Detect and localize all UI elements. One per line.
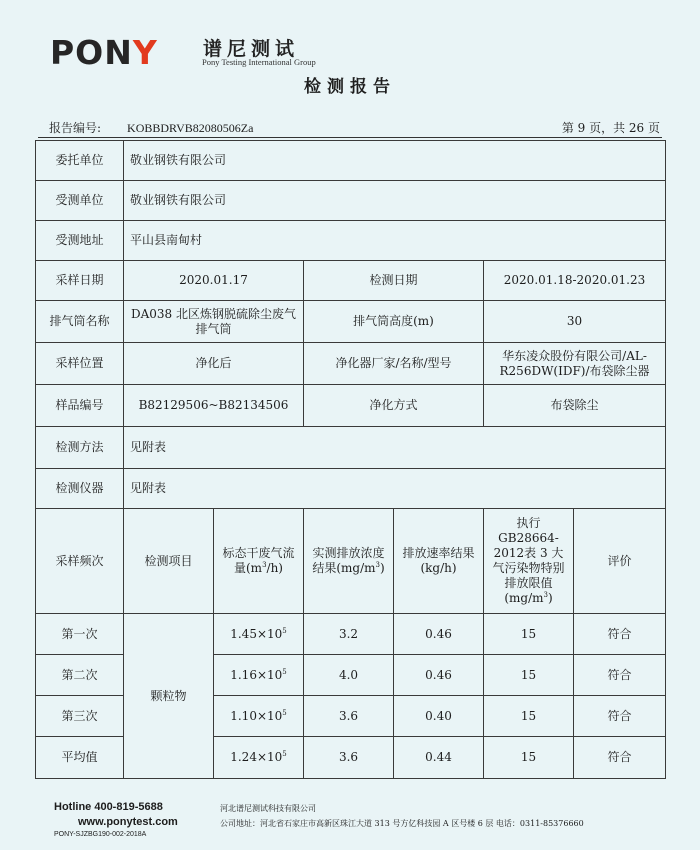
concentration-cell: 3.2 bbox=[304, 614, 394, 655]
hotline: Hotline 400-819-5688 bbox=[54, 801, 163, 813]
concentration-cell: 3.6 bbox=[304, 696, 394, 737]
frequency-cell: 第一次 bbox=[36, 614, 124, 655]
row-tested bbox=[36, 181, 666, 221]
document-title: 检测报告 bbox=[304, 77, 396, 97]
frequency-cell: 平均值 bbox=[36, 737, 124, 779]
flow-cell: $1.45\times 10^5$ bbox=[214, 614, 304, 655]
test-date-label: 检测日期 bbox=[304, 261, 484, 301]
report-table bbox=[35, 140, 666, 779]
rate-cell: 0.46 bbox=[394, 614, 484, 655]
col-frequency: 采样频次 bbox=[36, 509, 124, 614]
standard-cell: 15 bbox=[484, 655, 574, 696]
col-evaluation: 评价 bbox=[574, 509, 666, 614]
header-rule bbox=[38, 137, 662, 138]
frequency-cell: 第二次 bbox=[36, 655, 124, 696]
stack-name-label: 排气筒名称 bbox=[36, 301, 124, 343]
form-code: PONY-SJZBG190-002-2018A bbox=[54, 831, 147, 838]
concentration-cell: 4.0 bbox=[304, 655, 394, 696]
evaluation-cell: 符合 bbox=[574, 614, 666, 655]
address-label: 受测地址 bbox=[36, 221, 124, 261]
row-client bbox=[36, 141, 666, 181]
results-header-row bbox=[36, 509, 666, 614]
purifier-value: 华东凌众股份有限公司/AL-R256DW(IDF)/布袋除尘器 bbox=[484, 343, 666, 385]
instrument-label: 检测仪器 bbox=[36, 469, 124, 509]
standard-cell: 15 bbox=[484, 737, 574, 779]
report-number: 报告编号: KOBBDRVB82080506Za bbox=[49, 121, 254, 135]
purifier-label: 净化器厂家/名称/型号 bbox=[304, 343, 484, 385]
sample-number-value: B82129506~B82134506 bbox=[124, 385, 304, 427]
logo-text: PONY bbox=[50, 33, 158, 72]
rate-cell: 0.44 bbox=[394, 737, 484, 779]
row-sampling-position bbox=[36, 343, 666, 385]
website-link[interactable]: www.ponytest.com bbox=[78, 816, 178, 828]
company-name: 河北谱尼测试科技有限公司 bbox=[220, 804, 316, 813]
sampling-date-value: 2020.01.17 bbox=[124, 261, 304, 301]
purify-method-value: 布袋除尘 bbox=[484, 385, 666, 427]
client-label: 委托单位 bbox=[36, 141, 124, 181]
sample-number-label: 样品编号 bbox=[36, 385, 124, 427]
evaluation-cell: 符合 bbox=[574, 696, 666, 737]
evaluation-cell: 符合 bbox=[574, 655, 666, 696]
row-sample-number bbox=[36, 385, 666, 427]
row-instrument bbox=[36, 469, 666, 509]
col-flow: 标态干废气流量$(m^3/h)$ bbox=[214, 509, 304, 614]
pony-logo bbox=[50, 33, 158, 72]
brand-name-en: Pony Testing International Group bbox=[202, 57, 316, 67]
col-standard: 执行GB28664-2012表 3 大气污染物特别排放限值$(mg/m^3)$ bbox=[484, 509, 574, 614]
company-address: 公司地址：河北省石家庄市高新区珠江大道 313 号方亿科技园 A 区号楼 6 层 电话：0311-85376660 bbox=[220, 819, 584, 828]
flow-cell: $1.10\times 10^5$ bbox=[214, 696, 304, 737]
row-dates bbox=[36, 261, 666, 301]
frequency-cell: 第三次 bbox=[36, 696, 124, 737]
tested-label: 受测单位 bbox=[36, 181, 124, 221]
address-value: 平山县南甸村 bbox=[124, 221, 666, 261]
standard-cell: 15 bbox=[484, 696, 574, 737]
method-value: 见附表 bbox=[124, 427, 666, 469]
purify-method-label: 净化方式 bbox=[304, 385, 484, 427]
row-stack bbox=[36, 301, 666, 343]
page-info: 第 9 页，共 26 页 bbox=[561, 121, 660, 135]
evaluation-cell: 符合 bbox=[574, 737, 666, 779]
sampling-date-label: 采样日期 bbox=[36, 261, 124, 301]
method-label: 检测方法 bbox=[36, 427, 124, 469]
rate-cell: 0.40 bbox=[394, 696, 484, 737]
test-date-value: 2020.01.18-2020.01.23 bbox=[484, 261, 666, 301]
flow-cell: $1.24\times 10^5$ bbox=[214, 737, 304, 779]
table-row bbox=[36, 614, 666, 655]
col-item: 检测项目 bbox=[124, 509, 214, 614]
stack-name-value: DA038 北区炼钢脱硫除尘废气排气筒 bbox=[124, 301, 304, 343]
sampling-position-value: 净化后 bbox=[124, 343, 304, 385]
brand-name-cn: 谱尼测试 bbox=[203, 38, 300, 60]
col-concentration: 实测排放浓度结果$(mg/m^3)$ bbox=[304, 509, 394, 614]
item-cell: 颗粒物 bbox=[124, 614, 214, 779]
flow-cell: $1.16\times 10^5$ bbox=[214, 655, 304, 696]
row-method bbox=[36, 427, 666, 469]
sampling-position-label: 采样位置 bbox=[36, 343, 124, 385]
stack-height-value: 30 bbox=[484, 301, 666, 343]
instrument-value: 见附表 bbox=[124, 469, 666, 509]
client-value: 敬业钢铁有限公司 bbox=[124, 141, 666, 181]
row-address bbox=[36, 221, 666, 261]
tested-value: 敬业钢铁有限公司 bbox=[124, 181, 666, 221]
standard-cell: 15 bbox=[484, 614, 574, 655]
col-rate: 排放速率结果(kg/h) bbox=[394, 509, 484, 614]
rate-cell: 0.46 bbox=[394, 655, 484, 696]
concentration-cell: 3.6 bbox=[304, 737, 394, 779]
stack-height-label: 排气筒高度(m) bbox=[304, 301, 484, 343]
